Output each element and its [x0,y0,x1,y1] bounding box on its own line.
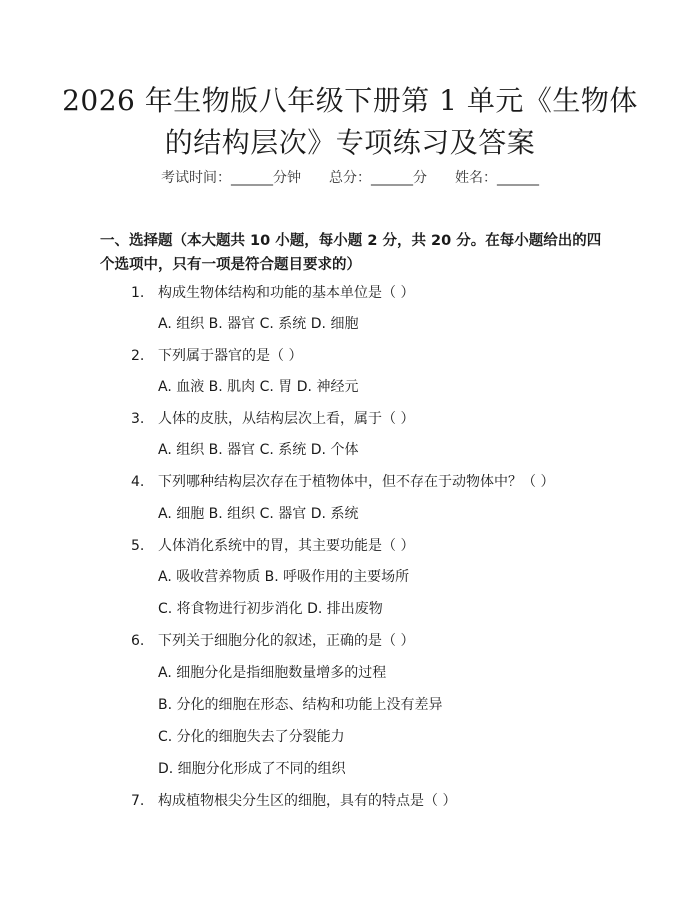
question-stem: 构成生物体结构和功能的基本单位是（ ） [158,285,415,301]
question-5-option-row-1: A. 吸收营养物质 B. 呼吸作用的主要场所 [158,569,410,585]
question-6-option-d: D. 细胞分化形成了不同的组织 [158,761,346,777]
title-line-2: 的结构层次》专项练习及答案 [164,126,536,159]
question-stem: 人体消化系统中的胃，其主要功能是（ ） [158,538,415,554]
question-stem: 下列关于细胞分化的叙述，正确的是（ ） [158,633,415,649]
question-3-options: A. 组织 B. 器官 C. 系统 D. 个体 [158,442,359,458]
question-2: 2. 下列属于器官的是（ ） [131,348,303,364]
title-line-1: 2026 年生物版八年级下册第 1 单元《生物体 [62,84,638,117]
question-6-option-c: C. 分化的细胞失去了分裂能力 [158,729,345,745]
question-6-option-a: A. 细胞分化是指细胞数量增多的过程 [158,665,387,681]
question-7: 7. 构成植物根尖分生区的细胞，具有的特点是（ ） [131,793,457,809]
question-1: 1. 构成生物体结构和功能的基本单位是（ ） [131,285,415,301]
question-4-options: A. 细胞 B. 组织 C. 器官 D. 系统 [158,506,359,522]
question-2-options: A. 血液 B. 肌肉 C. 胃 D. 神经元 [158,379,359,395]
exam-meta [0,168,700,188]
page-title [40,80,660,164]
question-4: 4. 下列哪种结构层次存在于植物体中，但不存在于动物体中？（ ） [131,474,555,490]
question-stem: 下列属于器官的是（ ） [158,348,303,364]
question-stem: 下列哪种结构层次存在于植物体中，但不存在于动物体中？（ ） [158,474,555,490]
question-6-option-b: B. 分化的细胞在形态、结构和功能上没有差异 [158,697,443,713]
section-heading: 一、选择题（本大题共 10 小题，每小题 2 分，共 20 分。在每小题给出的四个选项中，只有一项是符合题目要求的） [100,233,602,273]
question-1-options: A. 组织 B. 器官 C. 系统 D. 细胞 [158,316,359,332]
exam-total-score: 总分：______分 [329,170,427,186]
question-stem: 人体的皮肤，从结构层次上看，属于（ ） [158,411,415,427]
question-6: 6. 下列关于细胞分化的叙述，正确的是（ ） [131,633,415,649]
question-5-option-row-2: C. 将食物进行初步消化 D. 排出废物 [158,601,383,617]
question-5: 5. 人体消化系统中的胃，其主要功能是（ ） [131,538,415,554]
question-3: 3. 人体的皮肤，从结构层次上看，属于（ ） [131,411,415,427]
question-stem: 构成植物根尖分生区的细胞，具有的特点是（ ） [158,793,457,809]
student-name: 姓名：______ [455,170,539,186]
exam-time: 考试时间：______分钟 [161,170,301,186]
